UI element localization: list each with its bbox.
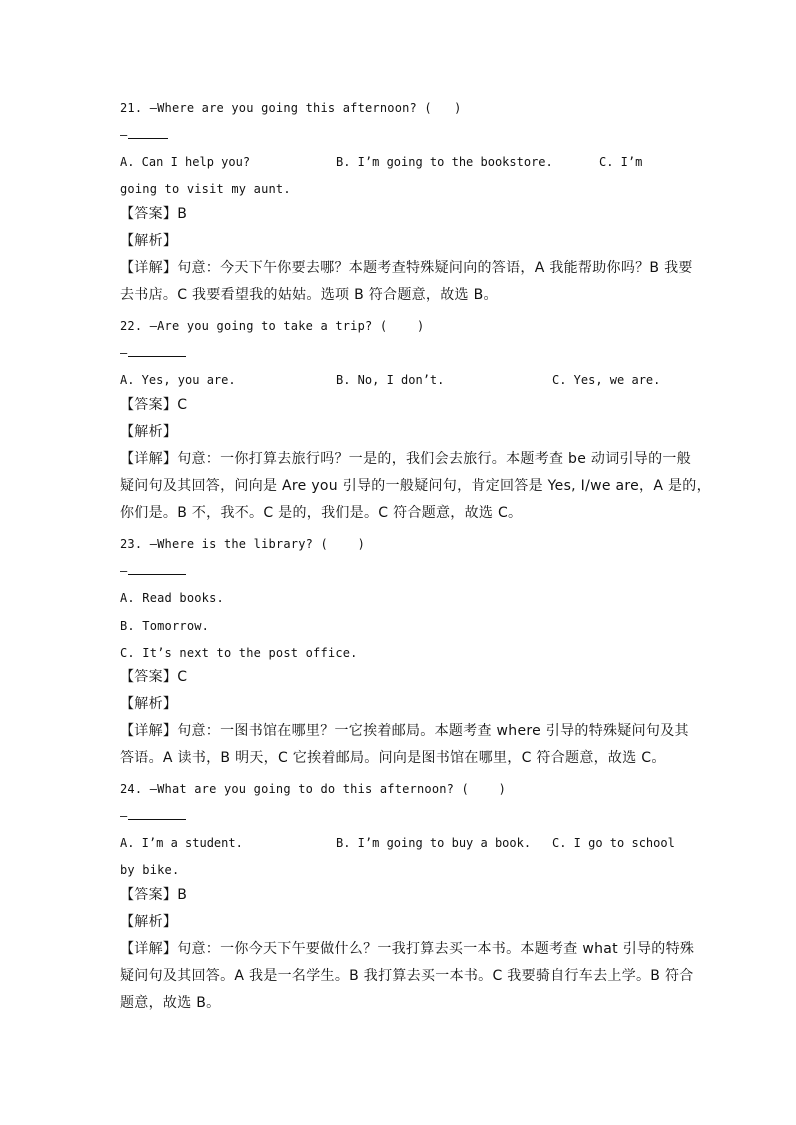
question-22-answer-line (120, 344, 186, 362)
answer-label: 【答案】 (120, 669, 178, 685)
question-22-detail-line-1 (120, 450, 691, 468)
answer-blank (128, 128, 168, 139)
detail-label: 【详解】 (120, 723, 178, 739)
answer-value: C (177, 397, 188, 413)
question-21-analysis-label: 【解析】 (120, 233, 178, 249)
question-23-analysis-label: 【解析】 (120, 696, 178, 712)
question-24-analysis-label: 【解析】 (120, 914, 178, 930)
question-23-stem: 23. —Where is the library? ( ) (120, 537, 366, 551)
question-21-answer-line (120, 126, 168, 144)
question-24-detail-line-1 (120, 940, 694, 958)
question-24-detail-line-2: 疑问句及其回答。A 我是一名学生。B 我打算去买一本书。C 我要骑自行车去上学。B 符合 (120, 968, 694, 984)
question-24-answer-line (120, 807, 186, 825)
answer-value: B (177, 887, 188, 903)
question-21-detail-line-1 (120, 259, 693, 277)
answer-label: 【答案】 (120, 887, 178, 903)
dash-mark: — (120, 128, 128, 142)
question-22-detail-line-2: 疑问句及其回答，问向是 Are you 引导的一般疑问句，肯定回答是 Yes, I/we are，A 是的， (120, 478, 711, 494)
question-23-answer-line (120, 562, 186, 580)
question-22-option-a: A. Yes, you are. (120, 373, 236, 387)
answer-blank (128, 564, 186, 575)
detail-label: 【详解】 (120, 260, 178, 276)
question-24-detail-line-3: 题意，故选 B。 (120, 995, 221, 1011)
answer-blank (128, 809, 186, 820)
answer-blank (128, 346, 186, 357)
question-22-option-c: C. Yes, we are. (552, 373, 661, 387)
question-21-option-wrap: going to visit my aunt. (120, 182, 291, 196)
question-22-answer (120, 396, 187, 414)
question-23-option-a: A. Read books. (120, 591, 224, 605)
question-21-detail-line-2: 去书店。C 我要看望我的姑姑。选项 B 符合题意，故选 B。 (120, 287, 498, 303)
question-24-option-c: C. I go to school (552, 836, 675, 850)
question-21-option-a: A. Can I help you? (120, 155, 251, 169)
question-24-answer (120, 886, 187, 904)
dash-mark: — (120, 346, 128, 360)
question-22-stem: 22. —Are you going to take a trip? ( ) (120, 319, 425, 333)
detail-text: 句意：今天下午你要去哪？本题考查特殊疑问向的答语，A 我能帮助你吗？B 我要 (177, 260, 693, 276)
question-21-answer (120, 205, 187, 223)
question-23-detail-line-2: 答语。A 读书，B 明天，C 它挨着邮局。问向是图书馆在哪里，C 符合题意，故选 C。 (120, 750, 666, 766)
question-21-option-b: B. I’m going to the bookstore. (336, 155, 553, 169)
question-23-option-b: B. Tomorrow. (120, 619, 210, 633)
question-22-detail-line-3: 你们是。B 不，我不。C 是的，我们是。C 符合题意，故选 C。 (120, 505, 523, 521)
answer-value: C (177, 669, 188, 685)
detail-label: 【详解】 (120, 941, 178, 957)
answer-label: 【答案】 (120, 397, 178, 413)
question-22-analysis-label: 【解析】 (120, 424, 178, 440)
detail-text: 句意：一你打算去旅行吗？一是的，我们会去旅行。本题考查 be 动词引导的一般 (177, 451, 692, 467)
detail-label: 【详解】 (120, 451, 178, 467)
question-24-option-b: B. I’m going to buy a book. (336, 836, 532, 850)
question-22-option-b: B. No, I don’t. (336, 373, 445, 387)
answer-value: B (177, 206, 188, 222)
question-24-option-wrap: by bike. (120, 863, 180, 877)
dash-mark: — (120, 809, 128, 823)
question-21-stem: 21. —Where are you going this afternoon? ( ) (120, 101, 462, 115)
question-24-stem: 24. —What are you going to do this afternoon? ( ) (120, 782, 507, 796)
detail-text: 句意：一你今天下午要做什么？一我打算去买一本书。本题考查 what 引导的特殊 (177, 941, 695, 957)
question-21-option-c: C. I’m (599, 155, 643, 169)
dash-mark: — (120, 564, 128, 578)
question-23-answer (120, 668, 187, 686)
answer-label: 【答案】 (120, 206, 178, 222)
question-23-detail-line-1 (120, 722, 689, 740)
detail-text: 句意：一图书馆在哪里？一它挨着邮局。本题考查 where 引导的特殊疑问句及其 (177, 723, 689, 739)
question-23-option-c: C. It’s next to the post office. (120, 646, 358, 660)
question-24-option-a: A. I’m a student. (120, 836, 243, 850)
